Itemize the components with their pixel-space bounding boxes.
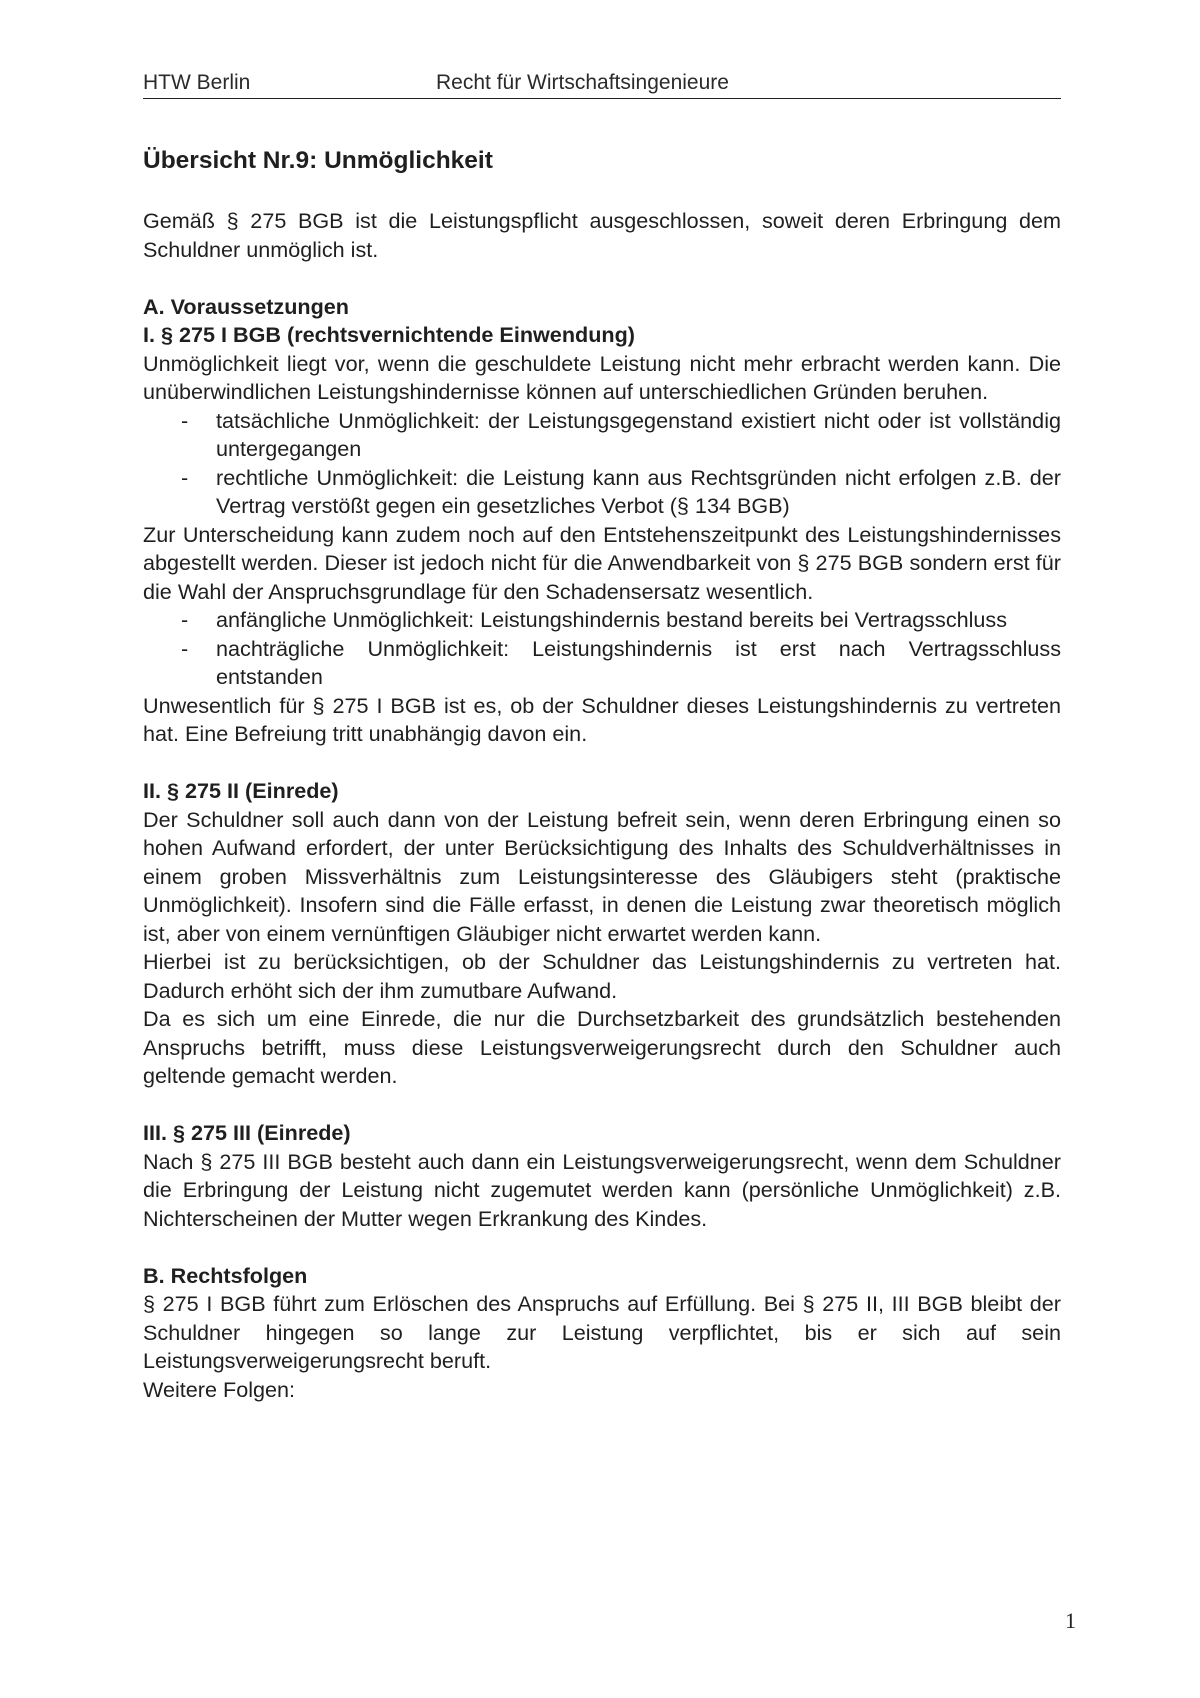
list-item-text: anfängliche Unmöglichkeit: Leistungshindernis bestand bereits bei Vertragsschluss [216, 607, 1008, 632]
list-item [143, 606, 1061, 635]
section-a3-heading: III. § 275 III (Einrede) [143, 1120, 351, 1145]
section-a2-heading: II. § 275 II (Einrede) [143, 778, 339, 803]
section-b-paragraph-2: Weitere Folgen: [143, 1376, 296, 1402]
section-b-heading: B. Rechtsfolgen [143, 1262, 308, 1288]
header-institution: HTW Berlin [143, 71, 251, 94]
section-a1-heading: I. § 275 I BGB (rechtsvernichtende Einwendung) [143, 322, 635, 347]
spacer [143, 1233, 1061, 1262]
impossibility-types-list [143, 407, 1061, 521]
section-a1-paragraph-3: Unwesentlich für § 275 I BGB ist es, ob der Schuldner dieses Leistungshindernis zu vertreten hat. Eine Befreiung tritt unabhängig davon ein. [143, 692, 1061, 746]
intro-paragraph: Gemäß § 275 BGB ist die Leistungspflicht ausgeschlossen, soweit deren Erbringung dem Schuldner unmöglich ist. [143, 208, 1061, 262]
section-a2-paragraph-3: Da es sich um eine Einrede, die nur die Durchsetzbarkeit des grundsätzlich bestehenden Anspruchs betrifft, muss diese Leistungsverweigerungsrecht durch den Schuldner auch geltende gemacht werden. [143, 1006, 1061, 1088]
section-b-paragraph-1: § 275 I BGB führt zum Erlöschen des Anspruchs auf Erfüllung. Bei § 275 II, III BGB bleibt der Schuldner hingegen so lange zur Leistung verpflichtet, bis er sich auf sein Leistungsverweigerungsrecht beruft. [143, 1291, 1061, 1373]
section-a1-paragraph-1: Unmöglichkeit liegt vor, wenn die geschuldete Leistung nicht mehr erbracht werden kann. Die unüberwindlichen Leistungshindernisse können auf unterschiedlichen Gründen beruhen. [143, 350, 1061, 404]
list-item [143, 635, 1061, 692]
list-item [143, 407, 1061, 464]
dash-bullet: - [181, 407, 189, 433]
dash-bullet: - [181, 464, 189, 490]
section-a3-paragraph-1: Nach § 275 III BGB besteht auch dann ein Leistungsverweigerungsrecht, wenn dem Schuldner die Erbringung der Leistung nicht zugemutet werden kann (persönliche Unmöglichkeit) z.B. Nichterscheinen der Mutter wegen Erkrankung des Kindes. [143, 1148, 1061, 1231]
section-a2-paragraph-2: Hierbei ist zu berücksichtigen, ob der Schuldner das Leistungshindernis zu vertreten hat. Dadurch erhöht sich der ihm zumutbare Aufwand. [143, 949, 1061, 1003]
dash-bullet: - [181, 607, 189, 632]
list-item-text: tatsächliche Unmöglichkeit: der Leistungsgegenstand existiert nicht oder ist vollständig untergegangen [216, 407, 1061, 461]
spacer [143, 1091, 1061, 1120]
document-title: Übersicht Nr.9: Unmöglichkeit [143, 147, 493, 174]
list-item [143, 464, 1061, 521]
timing-types-list [143, 606, 1061, 692]
page-header [143, 68, 1061, 99]
list-item-text: rechtliche Unmöglichkeit: die Leistung kann aus Rechtsgründen nicht erfolgen z.B. der Vertrag verstößt gegen ein gesetzliches Verbot (§ 134 BGB) [216, 464, 1061, 518]
document-body [143, 144, 1061, 1404]
header-course: Recht für Wirtschaftsingenieure [436, 71, 729, 94]
spacer [143, 264, 1061, 293]
list-item-text: nachträgliche Unmöglichkeit: Leistungshindernis ist erst nach Vertragsschluss entstanden [216, 635, 1061, 689]
section-a1-paragraph-2: Zur Unterscheidung kann zudem noch auf den Entstehenszeitpunkt des Leistungshindernisses abgestellt werden. Dieser ist jedoch nicht für die Anwendbarkeit von § 275 BGB sondern erst für die Wahl der Anspruchsgrundlage für den Schadensersatz wesentlich. [143, 521, 1061, 604]
spacer [143, 749, 1061, 778]
section-a-heading: A. Voraussetzungen [143, 293, 349, 319]
dash-bullet: - [181, 635, 189, 661]
section-a2-paragraph-1: Der Schuldner soll auch dann von der Leistung befreit sein, wenn deren Erbringung einen so hohen Aufwand erfordert, der unter Berücksichtigung des Inhalts des Schuldverhältnisses in einem groben Missverhältnis zum Leistungsinteresse des Gläubigers steht (praktische Unmöglichkeit). Insofern sind die Fälle erfasst, in denen die Leistung zwar theoretisch möglich ist, aber von einem vernünftigen Gläubiger nicht erwartet werden kann. [143, 806, 1061, 946]
page-number: 1 [1065, 1608, 1076, 1633]
